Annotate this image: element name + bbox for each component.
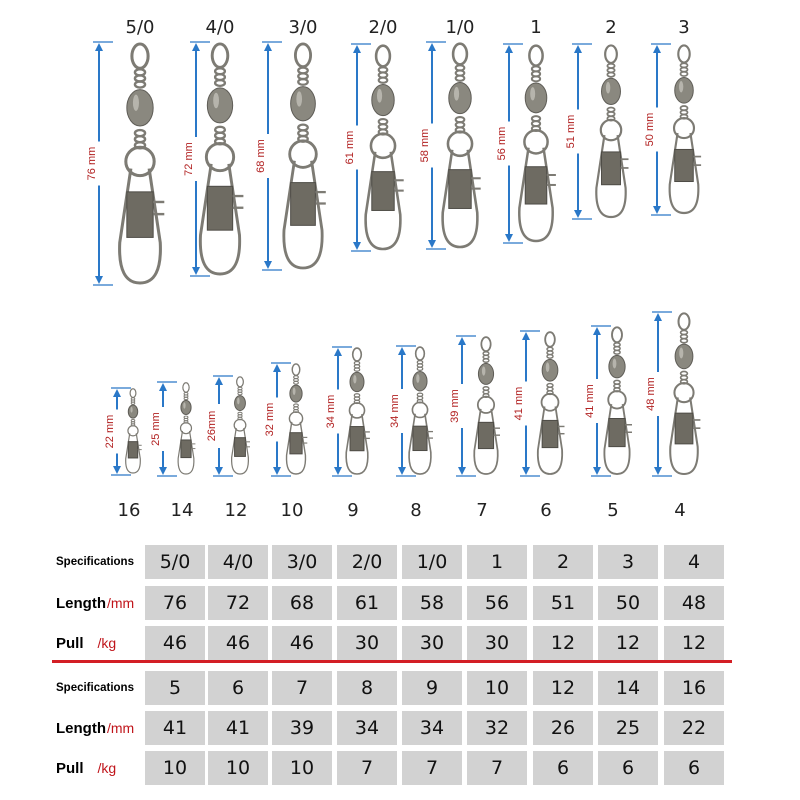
snap-swivel-icon [287,364,308,474]
snap-swivel-icon [120,44,165,283]
length-cell: 72 [208,586,268,620]
length-label: 41 mm [513,386,525,421]
spec-cell: 14 [598,671,658,705]
spec-cell: 1 [467,545,527,579]
snap-swivel-icon [443,44,481,247]
spec-cell: 10 [467,671,527,705]
length-label: 48 mm [645,377,657,411]
length-label: 41 mm [584,384,596,418]
row-header-spec [52,671,142,705]
length-cell: 34 [337,711,397,745]
row-header-length [52,711,142,745]
pull-cell: 10 [272,751,332,785]
row-label-text: Pull [56,759,84,777]
snap-swivel-icon [346,348,370,474]
length-label: 58 mm [419,128,431,163]
dimension-arrow-icon [584,326,611,476]
snap-swivel-icon [284,44,326,268]
dimension-arrow-icon [645,312,672,476]
length-cell: 41 [208,711,268,745]
swivel-size-label: 8 [410,500,422,521]
length-cell: 50 [598,586,658,620]
length-label: 26mm [206,410,218,442]
length-label: 51 mm [565,114,577,149]
row-header-pull [52,751,142,785]
snap-swivel-icon [474,337,500,474]
pull-cell: 6 [664,751,724,785]
swivel-size-label: 10 [280,500,304,521]
length-label: 25 mm [150,412,162,446]
snap-swivel-icon [178,383,195,474]
swivel-size-label: 7 [476,500,488,521]
length-label: 50 mm [644,112,656,147]
length-label: 22 mm [104,414,116,449]
spec-cell: 7 [272,671,332,705]
spec-cell: 12 [533,671,593,705]
swivel-size-label: 14 [170,500,194,521]
swivel-size-label: 2/0 [368,17,398,38]
pull-cell: 10 [145,751,205,785]
spec-cell: 4/0 [208,545,268,579]
snap-swivel-icon [670,313,700,474]
swivel-size-label: 4/0 [205,17,235,38]
swivel-size-label: 9 [347,500,359,521]
row-label-text: Specifications [56,556,134,568]
swivel-size-label: 3 [678,17,690,38]
length-label: 39 mm [449,389,461,423]
dimension-arrow-icon [255,42,282,270]
snap-swivel-icon [409,347,433,474]
dimension-arrow-icon [86,42,113,285]
row-header-pull [52,626,142,660]
snap-swivel-icon [604,327,632,474]
length-label: 34 mm [325,394,337,429]
dimension-arrow-icon [449,336,476,476]
length-cell: 68 [272,586,332,620]
swivel-size-label: 4 [674,500,686,521]
unit-label: /kg [97,634,117,651]
spec-table [0,538,800,800]
pull-cell: 12 [664,626,724,660]
length-label: 61 mm [344,130,356,165]
pull-cell: 46 [272,626,332,660]
length-cell: 41 [145,711,205,745]
length-label: 34 mm [389,394,401,428]
row-label-text: Length [56,594,106,612]
length-label: 72 mm [183,142,195,176]
spec-cell: 2/0 [337,545,397,579]
pull-cell: 46 [208,626,268,660]
length-cell: 26 [533,711,593,745]
pull-cell: 7 [337,751,397,785]
length-cell: 48 [664,586,724,620]
pull-cell: 46 [145,626,205,660]
row-header-length [52,586,142,620]
pull-cell: 7 [402,751,462,785]
spec-cell: 16 [664,671,724,705]
row-header-spec [52,545,142,579]
length-label: 56 mm [496,126,508,161]
pull-cell: 10 [208,751,268,785]
spec-cell: 9 [402,671,462,705]
pull-cell: 30 [402,626,462,660]
unit-label: /mm [107,719,135,736]
length-label: 76 mm [86,146,98,181]
dimension-arrow-icon [644,44,671,215]
swivel-size-label: 16 [117,500,141,521]
dimension-arrow-icon [344,44,371,251]
spec-cell: 5 [145,671,205,705]
swivel-size-label: 5/0 [125,17,155,38]
pull-cell: 7 [467,751,527,785]
spec-cell: 2 [533,545,593,579]
swivel-size-label: 1/0 [445,17,475,38]
pull-cell: 30 [467,626,527,660]
spec-cell: 6 [208,671,268,705]
swivel-size-label: 5 [607,500,619,521]
length-cell: 34 [402,711,462,745]
row-label-text: Specifications [56,682,134,694]
dimension-arrow-icon [104,388,131,475]
length-cell: 61 [337,586,397,620]
row-label-text: Pull [56,634,84,652]
length-cell: 22 [664,711,724,745]
dimension-arrow-icon [325,347,352,476]
swivel-size-label: 3/0 [288,17,318,38]
snap-swivel-icon [670,45,701,213]
length-label: 68 mm [255,139,267,173]
spec-cell: 3/0 [272,545,332,579]
spec-cell: 8 [337,671,397,705]
pull-cell: 6 [598,751,658,785]
length-label: 32 mm [264,402,276,437]
unit-label: /kg [97,759,117,776]
spec-cell: 3 [598,545,658,579]
pull-cell: 12 [533,626,593,660]
snap-swivel-icon [232,377,250,474]
snap-swivel-icon [596,45,628,217]
swivel-size-label: 6 [540,500,552,521]
length-cell: 32 [467,711,527,745]
length-cell: 25 [598,711,658,745]
pull-cell: 12 [598,626,658,660]
swivel-size-label: 12 [224,500,248,521]
snap-swivel-icon [538,332,565,474]
snap-swivel-icon [200,44,243,274]
dimension-arrow-icon [513,331,540,476]
dimension-arrow-icon [206,376,233,476]
dimension-arrow-icon [150,382,177,476]
length-cell: 56 [467,586,527,620]
spec-cell: 4 [664,545,724,579]
snap-swivel-icon [519,46,556,241]
length-cell: 39 [272,711,332,745]
snap-swivel-icon [126,389,142,473]
unit-label: /mm [107,594,135,611]
snap-swivel-icon [366,46,404,249]
pull-cell: 30 [337,626,397,660]
length-cell: 76 [145,586,205,620]
dimension-arrow-icon [565,44,592,219]
length-cell: 51 [533,586,593,620]
spec-cell: 1/0 [402,545,462,579]
row-label-text: Length [56,719,106,737]
swivel-size-label: 2 [605,17,617,38]
pull-cell: 6 [533,751,593,785]
length-cell: 58 [402,586,462,620]
swivel-size-label: 1 [530,17,542,38]
spec-cell: 5/0 [145,545,205,579]
